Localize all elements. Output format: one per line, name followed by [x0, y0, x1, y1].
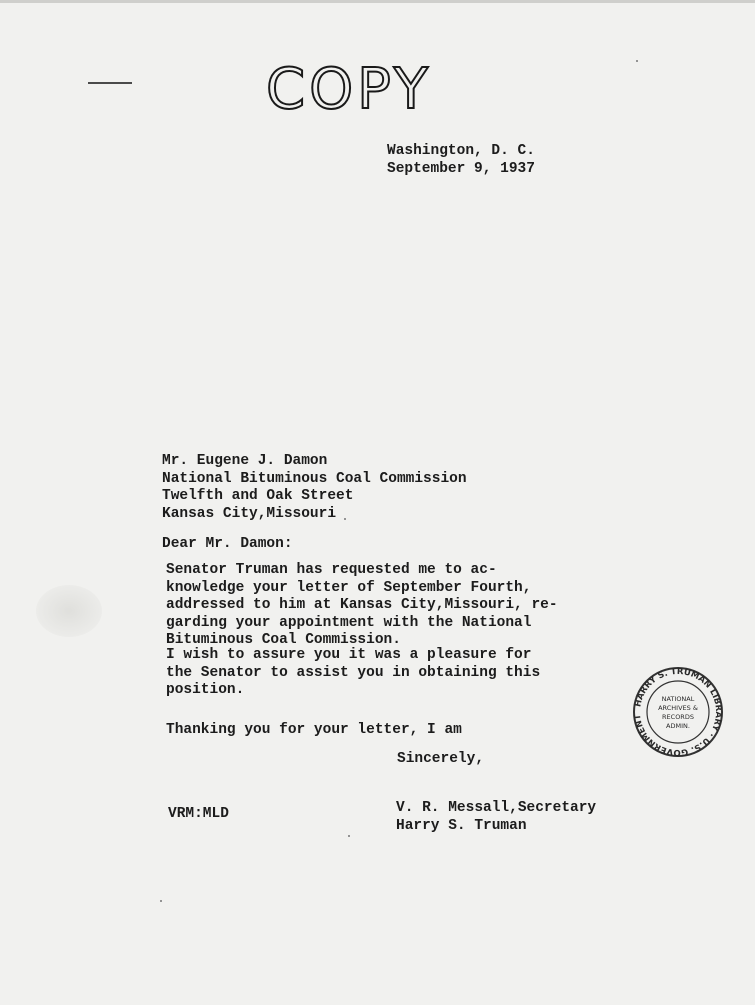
- body-paragraph-2: [166, 647, 540, 700]
- paragraph-line: the Senator to assist you in obtaining this: [166, 664, 541, 681]
- body-paragraph-1: [166, 562, 558, 650]
- archive-seal-stamp: [632, 662, 724, 762]
- thanks-line: Thanking you for your letter, I am: [166, 722, 462, 738]
- page-top-edge: [0, 0, 755, 3]
- paper-speck: [348, 835, 350, 837]
- place-line: Washington, D. C.: [387, 143, 535, 159]
- paragraph-line: garding your appointment with the National: [166, 614, 532, 631]
- seal-line: ADMIN.: [666, 722, 690, 730]
- paper-smudge: [36, 585, 102, 637]
- signer-for: Harry S. Truman: [396, 817, 527, 834]
- recipient-organization: National Bituminous Coal Commission: [162, 470, 467, 487]
- copy-stamp: COPY: [266, 57, 432, 122]
- signature-block: [396, 800, 596, 835]
- date-line: September 9, 1937: [387, 160, 535, 177]
- seal-line: RECORDS: [662, 713, 694, 721]
- closing: Sincerely,: [397, 751, 485, 767]
- paper-speck: [160, 900, 162, 902]
- paragraph-line: I wish to assure you it was a pleasure for: [166, 647, 532, 663]
- stray-pen-mark: [88, 82, 132, 84]
- paragraph-line: addressed to him at Kansas City,Missouri, re-: [166, 597, 558, 613]
- typist-initials: VRM:MLD: [168, 806, 229, 822]
- recipient-city: Kansas City,Missouri: [162, 505, 337, 522]
- paragraph-line: Senator Truman has requested me to ac-: [166, 562, 497, 578]
- salutation: Dear Mr. Damon:: [162, 536, 293, 552]
- paper-speck: [636, 60, 638, 62]
- paragraph-line: Bituminous Coal Commission.: [166, 632, 401, 648]
- signer-name: V. R. Messall,Secretary: [396, 800, 597, 816]
- paragraph-line: position.: [166, 682, 245, 698]
- seal-line: NATIONAL: [661, 695, 695, 703]
- recipient-address: [162, 453, 467, 523]
- recipient-name: Mr. Eugene J. Damon: [162, 453, 328, 469]
- date-block: [387, 143, 535, 178]
- paragraph-line: knowledge your letter of September Fourth,: [166, 579, 532, 596]
- recipient-street: Twelfth and Oak Street: [162, 488, 354, 504]
- seal-ring-text: HARRY S. TRUMAN LIBRARY · U.S. GOVERNMENT: [632, 666, 724, 758]
- seal-line: ARCHIVES &: [658, 704, 698, 712]
- seal-graphic: [632, 662, 724, 762]
